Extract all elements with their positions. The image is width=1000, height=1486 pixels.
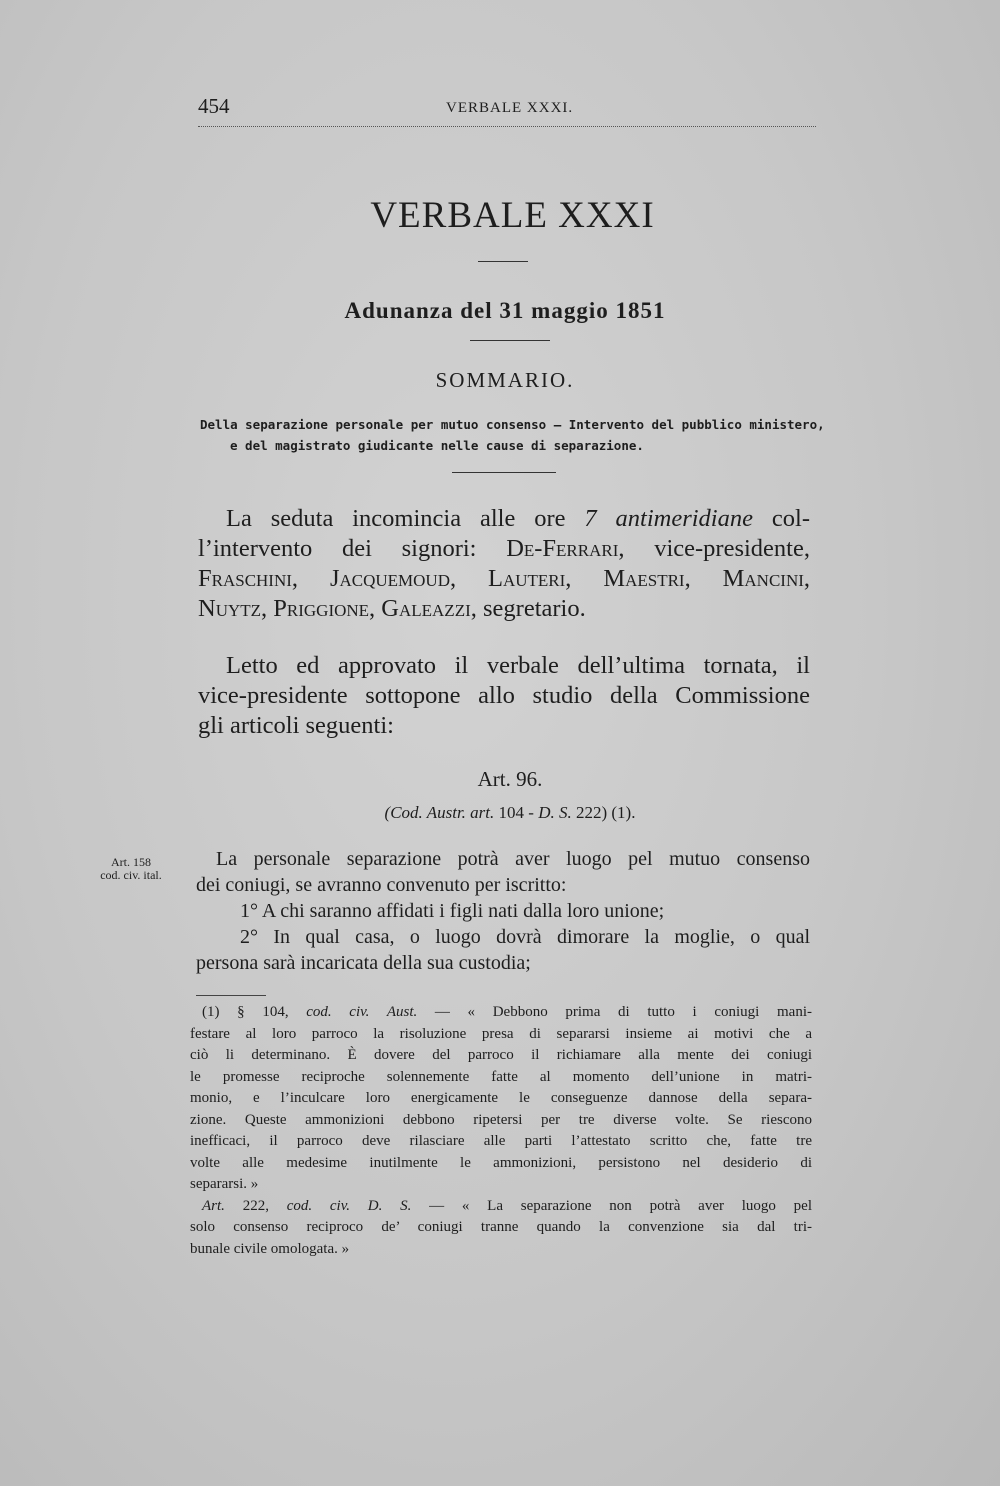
text-run: (Cod. Austr. art. — [384, 803, 495, 822]
text-run: — « Debbono prima di tutto i coniugi mani- — [417, 1004, 812, 1020]
article-reference — [0, 803, 1000, 823]
footnote-line: volte alle medesime inutilmente le ammonizioni, persistono nel desiderio di — [190, 1154, 812, 1171]
summary-rule — [452, 472, 556, 473]
paragraph-line — [198, 534, 810, 564]
footnote-line: inefficaci, il parroco deve rilasciare alle parti l’attestato scritto che, fatte tre — [190, 1133, 812, 1149]
text-run: , — [261, 595, 274, 622]
text-run: 222, — [224, 1197, 287, 1214]
member-name: Lauteri — [488, 565, 566, 592]
footnote-line: le promesse reciproche solennemente fatte al momento dell’unione in matri- — [190, 1068, 812, 1085]
summary-line: Della separazione personale per mutuo consenso — Intervento del pubblico ministero, — [200, 417, 825, 432]
text-run: l’intervento dei signori: — [198, 535, 507, 562]
member-name: Priggione — [273, 595, 370, 622]
text-run: Art. — [202, 1197, 225, 1214]
footnote-line — [190, 1196, 812, 1218]
text-run: , — [449, 565, 488, 592]
footnote-rule — [196, 995, 266, 996]
footnote-line: festare al loro parroco la risoluzione presa di separarsi insieme ai motivi che a — [190, 1025, 812, 1042]
text-run: , — [565, 565, 604, 592]
running-title: VERBALE XXXI. — [446, 100, 574, 116]
footnote-line: bunale civile omologata. » — [190, 1240, 350, 1257]
text-run: col- — [753, 505, 810, 532]
text-run: 222) (1). — [571, 803, 636, 822]
paragraph-line: Letto ed approvato il verbale dell’ultima tornata, il — [226, 652, 810, 679]
text-run: cod. civ. Aust. — [306, 1004, 418, 1020]
summary-line: e del magistrato giudicante nelle cause di separazione. — [230, 438, 644, 453]
summary-heading: SOMMARIO. — [435, 368, 575, 392]
second-paragraph — [198, 651, 810, 741]
opening-paragraph — [198, 504, 810, 624]
member-name: Galeazzi — [381, 595, 471, 622]
text-run: (1) § 104, — [202, 1004, 307, 1020]
time-text: 7 antimeridiane — [584, 505, 753, 532]
article-line: 2° In qual casa, o luogo dovrà dimorare la moglie, o qual — [240, 926, 810, 948]
article-line: dei coniugi, se avranno convenuto per iscritto: — [196, 874, 567, 896]
text-run: , vice-presidente, — [618, 535, 810, 562]
margin-note-line: Art. 158 — [111, 855, 151, 869]
text-run: , segretario. — [470, 595, 586, 622]
running-head — [198, 92, 816, 127]
text-run: , — [291, 565, 330, 592]
text-run: cod. civ. D. S. — [286, 1197, 412, 1214]
text-run: , — [684, 565, 723, 592]
text-run: — « La separazione non potrà aver luogo pel — [411, 1197, 812, 1214]
footnote-line: ciò li determinano. È dovere del parroco il richiamare alla mente dei coniugi — [190, 1047, 812, 1063]
paragraph-line: gli articoli seguenti: — [198, 712, 394, 739]
paragraph-line: vice-presidente sottopone allo studio della Commissione — [198, 682, 810, 709]
member-name: Maestri — [603, 565, 685, 592]
text-run: , — [803, 565, 811, 592]
title-rule — [478, 261, 528, 262]
footnotes — [190, 1002, 812, 1260]
footnote-line: separarsi. » — [190, 1176, 259, 1192]
page-number: 454 — [198, 94, 230, 118]
text-run: , — [369, 595, 382, 622]
footnote-line: zione. Queste ammonizioni debbono ripetersi per tre diverse volte. Se riescono — [190, 1111, 812, 1128]
article-text — [196, 846, 810, 976]
text-run: D. S. — [538, 803, 572, 822]
footnote-line: monio, e l’inculcare loro energicamente le conseguenze dannose della separa- — [190, 1090, 812, 1106]
margin-note-line: cod. civ. ital. — [100, 868, 162, 882]
article-line: 1° A chi saranno affidati i figli nati dalla loro unione; — [240, 900, 665, 922]
article-title: Art. 96. — [477, 767, 543, 791]
article-line: persona sarà incaricata della sua custodia; — [196, 952, 531, 974]
page-title: VERBALE XXXI — [370, 195, 655, 236]
paragraph-line — [198, 504, 810, 534]
member-name: Mancini — [722, 565, 804, 592]
summary-text — [200, 414, 825, 456]
footnote-line: solo consenso reciproco de’ coniugi tranne quando la convenzione sia dal tri- — [190, 1219, 812, 1235]
text-run: 104 - — [494, 803, 539, 822]
member-name: Jacquemoud — [329, 565, 450, 592]
paragraph-line — [198, 564, 810, 594]
margin-note — [84, 856, 178, 882]
member-name: Fraschini — [198, 565, 292, 592]
member-name: De-Ferrari — [506, 535, 619, 562]
text-run: La seduta incomincia alle ore — [226, 505, 585, 532]
session-subtitle: Adunanza del 31 maggio 1851 — [344, 298, 666, 323]
paragraph-line — [198, 594, 810, 624]
member-name: Nuytz — [198, 595, 262, 622]
article-line: La personale separazione potrà aver luogo pel mutuo consenso — [216, 848, 810, 870]
subtitle-rule — [470, 340, 550, 341]
footnote-line — [190, 1002, 812, 1024]
